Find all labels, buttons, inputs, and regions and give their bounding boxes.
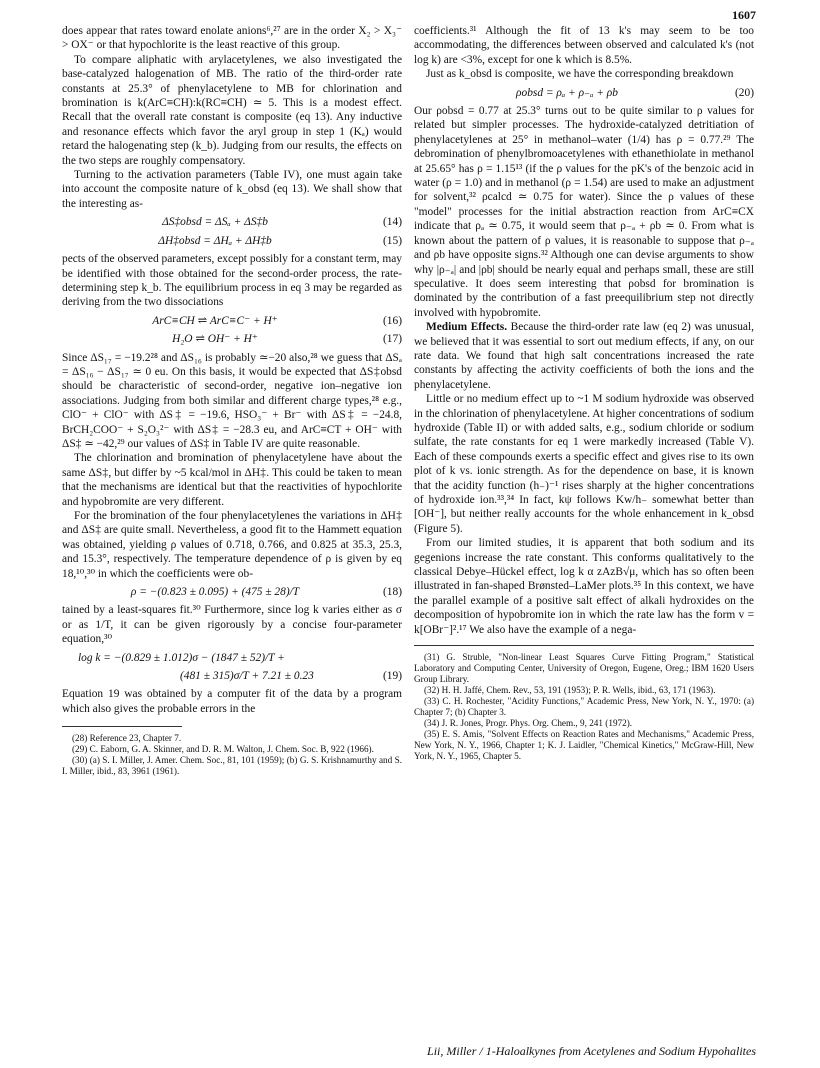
equation-number: (17) [383, 333, 402, 346]
equation-15 [62, 234, 402, 248]
page-number: 1607 [732, 8, 756, 22]
equation-19-line-2 [62, 669, 402, 683]
equation-text: log k = −(0.829 ± 1.012)σ − (1847 ± 52)/T + [78, 651, 285, 664]
right-column [414, 24, 754, 762]
paragraph: Just as k_obsd is composite, we have the corresponding breakdown [426, 68, 734, 81]
footnote: (31) G. Struble, "Non-linear Least Squares Curve Fitting Program," Statistical Laboratory and Computing Center, University of Oregon, Eugene, Oreg.; IBM 1620 Users Group Library. [414, 652, 754, 685]
paragraph: coefficients.³¹ Although the fit of 13 k's may seem to be too accommodating, the differences between observed and calculated k's (not log k) are <3%, except for one k which is 8.5%. [414, 25, 754, 66]
equation-number: (14) [383, 216, 402, 229]
equation-text: ΔH‡obsd = ΔHₐ + ΔH‡b [158, 234, 272, 247]
paragraph: The chlorination and bromination of phenylacetylene have about the same ΔS‡, but differ by ~5 kcal/mol in ΔH‡. This could be taken to mean that the mechanisms are identical but that the reactivities of hypochlorite and hypobromite are very different. [62, 452, 402, 508]
footnote: (33) C. H. Rochester, "Acidity Functions," Academic Press, New York, N. Y., 1970: (a) Chapter 7; (b) Chapter 3. [414, 696, 754, 718]
equation-14 [62, 215, 402, 229]
footnote: (35) E. S. Amis, "Solvent Effects on Reaction Rates and Mechanisms," Academic Press, New York, N. Y., 1966, Chapter 1; K. J. Laidler, "Chemical Kinetics," McGraw-Hill, New York, N. Y., 1965, Chapter 5. [414, 729, 754, 762]
paragraph: To compare aliphatic with arylacetylenes, we also investigated the base-catalyzed halogenation of MB. The ratio of the third-order rate constants at 25.3° of phenylacetylene to MB for chlorination and bromination is k(ArC≡CH):k(RC≡CH) ≃ 5. This is a modest effect. Recall that the overall rate constant is composite (eq 13). Any inductive and resonance effects which favor the aryl group in step 1 (Kₐ) would retard the halogenating step (k_b). Judging from our results, the effects on the two steps are roughly compensatory. [62, 53, 402, 167]
equation-text: H₂O ⇌ OH⁻ + H⁺ [172, 333, 258, 346]
paragraph: tained by a least-squares fit.³⁰ Furthermore, since log k varies either as σ or as 1/T, it can be given rigorously by a concise four-parameter equation,³⁰ [62, 604, 402, 646]
paragraph-text: Because the third-order rate law (eq 2) was unusual, we believed that it was essential to sort out medium effects, if any, on our rate data. We found that high salt concentrations increased the rate constants by affecting the activity coefficients of both the ions and the phenylacetylene. [414, 321, 754, 391]
equation-number: (18) [383, 586, 402, 599]
footnote-rule [414, 645, 754, 646]
equation-number: (16) [383, 314, 402, 327]
footnote: (28) Reference 23, Chapter 7. [72, 733, 182, 744]
equation-text: ΔS‡obsd = ΔSₐ + ΔS‡b [162, 216, 268, 229]
equation-number: (20) [735, 86, 754, 99]
paragraph: Since ΔS₁₇ = −19.2²⁸ and ΔS₁₆ is probably ≃−20 also,²⁸ we guess that ΔSₐ = ΔS₁₆ − ΔS₁₇ ≃ 0 eu. On this basis, it would be expected that ΔS‡obsd should be characteristic of second-order, negative ion–negative ion associations. Judging from both similar and different charge types,²⁸ e.g., ClO⁻ + ClO⁻ with ΔS‡ = −19.6, HSO₃⁻ + Br⁻ with ΔS‡ = −24.8, BrCH₂COO⁻ + S₂O₃²⁻ with ΔS‡ = −28.3 eu, and ArC≡CT + OH⁻ with ΔS‡ ≃ −42,²⁹ our values of ΔS‡ in Table IV are quite reasonable. [62, 351, 402, 450]
equation-number: (19) [383, 670, 402, 683]
paragraph: For the bromination of the four phenylacetylenes the variations in ΔH‡ and ΔS‡ are quite small. Nevertheless, a good fit to the Hammett equation was obtained, yielding ρ values of 0.718, 0.766, and 0.825 at 35.3, 25.3, and 15.3°, respectively. The temperature dependence of ρ is given by eq 18,¹⁰,³⁰ in which the coefficients were ob- [62, 510, 402, 580]
equation-number: (15) [383, 234, 402, 247]
paragraph [414, 320, 754, 392]
footnote: (32) H. H. Jaffé, Chem. Rev., 53, 191 (1953); P. R. Wells, ibid., 63, 171 (1963). [424, 685, 716, 696]
left-column [62, 24, 402, 777]
paragraph: From our limited studies, it is apparent that both sodium and its gegenions increase the rate constant. This conforms qualitatively to the classical Debye–Hückel effect, log k α zAzB√μ, which has so often been illustrated in fan-shaped Brønsted–LaMer plots.³⁵ In this context, we have the parallel example of a positive salt effect of alkali hydroxides on the decomposition of hypobromite ion in which the rate law has the form v = k[OBr⁻]².¹⁷ We also have the example of a nega- [414, 537, 754, 636]
equation-text: ArC≡CH ⇌ ArC≡C⁻ + H⁺ [152, 314, 278, 327]
equation-16 [62, 314, 402, 328]
equation-17 [62, 332, 402, 346]
paragraph: Equation 19 was obtained by a computer fit of the data by a program which also gives the probable errors in the [62, 688, 402, 715]
footnote: (29) C. Eaborn, G. A. Skinner, and D. R. M. Walton, J. Chem. Soc. B, 922 (1966). [72, 744, 374, 755]
equation-text: ρobsd = ρₐ + ρ₋ₐ + ρb [516, 86, 618, 99]
footnote: (34) J. R. Jones, Progr. Phys. Org. Chem., 9, 241 (1972). [424, 718, 633, 729]
paragraph: Little or no medium effect up to ~1 M sodium hydroxide was observed in the chlorination of phenylacetylene. At higher concentrations of sodium hydroxide (Table II) or with added salts, e.g., sodium chloride or sodium sulfate, the rate constants for eq 1 were markedly increased (Table V). Each of these compounds exerts a specific effect and gives rise to its own plot of k vs. ionic strength. As for the dependence on base, it is known that the acidity function (h₋)⁻¹ rises sharply at the higher concentrations of hydroxide ion.³³,³⁴ In fact, kψ follows Kw/h₋ somewhat better than [OH⁻], but neither really accounts for the whole enhancement in k_obsd (Figure 5). [414, 393, 754, 535]
paragraph: pects of the observed parameters, except possibly for a constant term, may be identified with those obtained for the second-order process, the rate-determining step k_b. The equilibrium process in eq 3 may be regarded as deriving from the two dissociations [62, 253, 402, 309]
paragraph: Our ρobsd = 0.77 at 25.3° turns out to be quite similar to ρ values for related but simpler processes. The hydroxide-catalyzed detritiation of phenylacetylenes at 25° in methanol–water (1/4) has ρ = 0.77.²⁹ The debromination of phenylbromoacetylenes with ethanethiolate in methanol at 25.65° has ρ = 1.15¹³ (if the ρ values for the pK's of the benzoic acid in water (ρ = 1.0) and in methanol (ρ = 1.54) are used to make an adjustment for solvent,³² ρcalcd ≃ 0.75 for water). Since the ρ values of these "model" processes for the initial abstraction reaction from ArC≡CX indicate that ρₐ ≃ 0.75, it would seem that ρ₋ₐ + ρb ≃ 0. From what is known about the pattern of ρ values, it is reasonable to suppose that ρ₋ₐ and ρb have opposite signs.³² Although one can devise arguments to show why |ρ₋ₐ| and |ρb| should be nearly equal and perhaps small, these are still speculative. It does seem interesting that ρobsd for bromination is dominated by the contribution of a fast preequilibrium step not directly involved with hypobromite. [414, 105, 754, 319]
equation-text: (481 ± 315)σ/T + 7.21 ± 0.23 [180, 670, 314, 683]
equation-18 [62, 585, 402, 599]
running-footer: Lii, Miller / 1-Haloalkynes from Acetylenes and Sodium Hypohalites [427, 1044, 756, 1058]
equation-20 [414, 86, 754, 100]
equation-text: ρ = −(0.823 ± 0.095) + (475 ± 28)/T [130, 586, 300, 599]
footnote: (30) (a) S. I. Miller, J. Amer. Chem. Soc., 81, 101 (1959); (b) G. S. Krishnamurthy and S. I. Miller, ibid., 83, 3961 (1961). [62, 755, 402, 777]
equation-19-line-1 [62, 651, 402, 665]
footnote-rule [62, 726, 182, 727]
paragraph: does appear that rates toward enolate anions⁶,²⁷ are in the order X₂ > X₃⁻ > OX⁻ or that hypochlorite is the least reactive of this group. [62, 25, 402, 52]
section-heading: Medium Effects. [426, 321, 508, 334]
paragraph: Turning to the activation parameters (Table IV), one must again take into account the composite nature of k_obsd (eq 13). We shall show that the interesting as- [62, 169, 402, 210]
